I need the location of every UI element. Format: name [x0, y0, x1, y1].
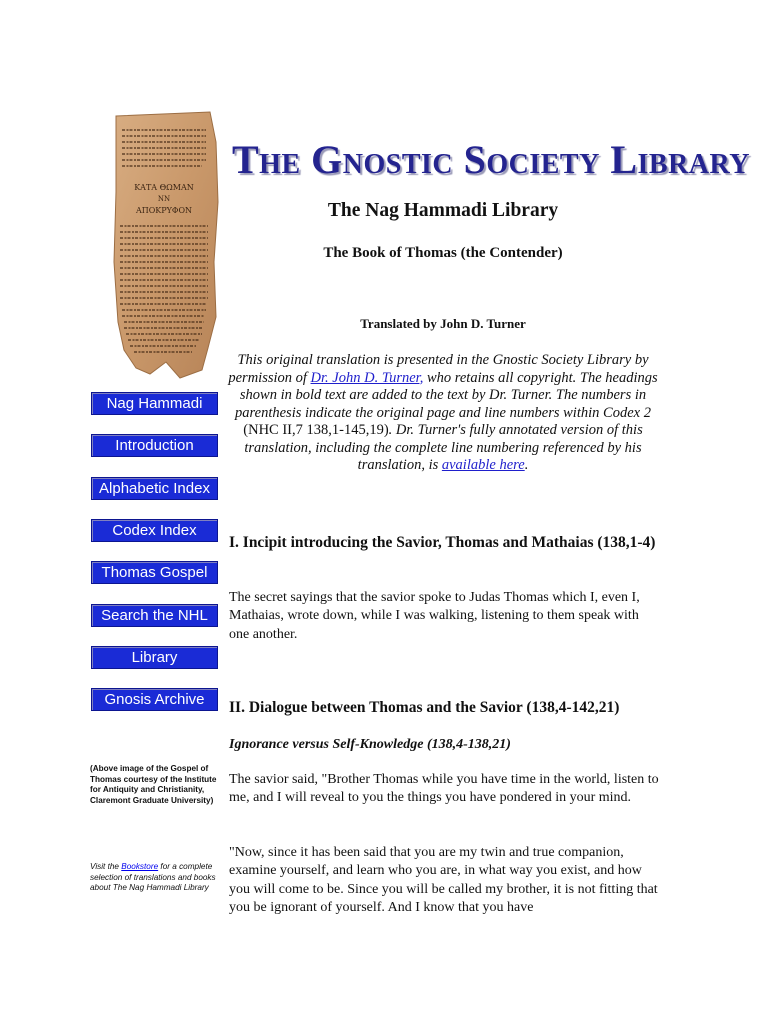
- nav-search-nhl[interactable]: Search the NHL: [91, 604, 218, 627]
- dialogue-paragraph: "Now, since it has been said that you are my twin and true companion, examine yourself, and learn who you are, in what way you exist, and how you will come to be. Since you will be called my brother, it is not fitting that you be ignorant of yourself. And I know that you have: [229, 845, 658, 915]
- manuscript-image: [106, 112, 222, 380]
- turner-link[interactable]: Dr. John D. Turner,: [310, 369, 424, 386]
- nav-codex-index[interactable]: Codex Index: [91, 519, 218, 542]
- bookstore-link[interactable]: Bookstore: [121, 862, 159, 871]
- nav-alphabetic-index[interactable]: Alphabetic Index: [91, 477, 218, 500]
- codex-reference: (NHC II,7 138,1-145,19): [243, 422, 389, 438]
- image-credit-note: (Above image of the Gospel of Thomas courtesy of the Institute for Antiquity and Christianity, Claremont Graduate University): [90, 764, 217, 805]
- site-banner: The Gnostic Society Library: [232, 137, 750, 182]
- notice-text: .: [524, 457, 529, 473]
- translation-notice: [228, 352, 658, 475]
- annotated-version-link[interactable]: available here: [441, 457, 525, 473]
- svg-text:ΑΠΟΚΡΥΦΟΝ: ΑΠΟΚΡΥΦΟΝ: [135, 206, 193, 215]
- svg-text:ΚΑΤΑ ΘΩΜΑΝ: ΚΑΤΑ ΘΩΜΑΝ: [134, 183, 194, 192]
- bookstore-text: for a complete selection of translations and books about The Nag Hammadi Library: [90, 862, 216, 892]
- dialogue-paragraph: The savior said, "Brother Thomas while you have time in the world, listen to me, and I will reveal to you the things you have pondered in your mind.: [229, 772, 659, 806]
- section-heading: II. Dialogue between Thomas and the Savior (138,4-142,21): [229, 699, 620, 716]
- notice-text: . Dr. Turner's fully annotated version of this translation, including the complete line numbering referenced by his translation, is: [244, 422, 643, 473]
- nav-thomas-gospel[interactable]: Thomas Gospel: [91, 561, 218, 584]
- bookstore-text: Visit the: [90, 862, 122, 871]
- notice-text: who retains all copyright. The headings shown in bold text are added to the text by Dr. Turner. The numbers in parenthesis indicate the original page and line numbers within Codex 2: [235, 369, 658, 421]
- nav-nag-hammadi[interactable]: Nag Hammadi: [91, 392, 218, 415]
- svg-text:ΝΝ: ΝΝ: [157, 195, 171, 203]
- notice-text: This original translation is presented in the Gnostic Society Library by permission of: [228, 352, 649, 386]
- nav-gnosis-archive[interactable]: Gnosis Archive: [91, 688, 218, 711]
- subsection-heading: Ignorance versus Self-Knowledge (138,4-138,21): [229, 737, 511, 752]
- book-title: The Book of Thomas (the Contender): [323, 245, 563, 261]
- library-title: The Nag Hammadi Library: [327, 200, 559, 221]
- nav-introduction[interactable]: Introduction: [91, 434, 218, 457]
- bookstore-note: [90, 862, 220, 894]
- section-heading: I. Incipit introducing the Savior, Thomas and Mathaias (138,1-4): [229, 534, 656, 551]
- section-text: The secret sayings that the savior spoke to Judas Thomas which I, even I, Mathaias, wrote down, while I was walking, listening to them speak with one another.: [229, 590, 640, 642]
- nav-library[interactable]: Library: [91, 646, 218, 669]
- translator-credit: Translated by John D. Turner: [360, 316, 526, 331]
